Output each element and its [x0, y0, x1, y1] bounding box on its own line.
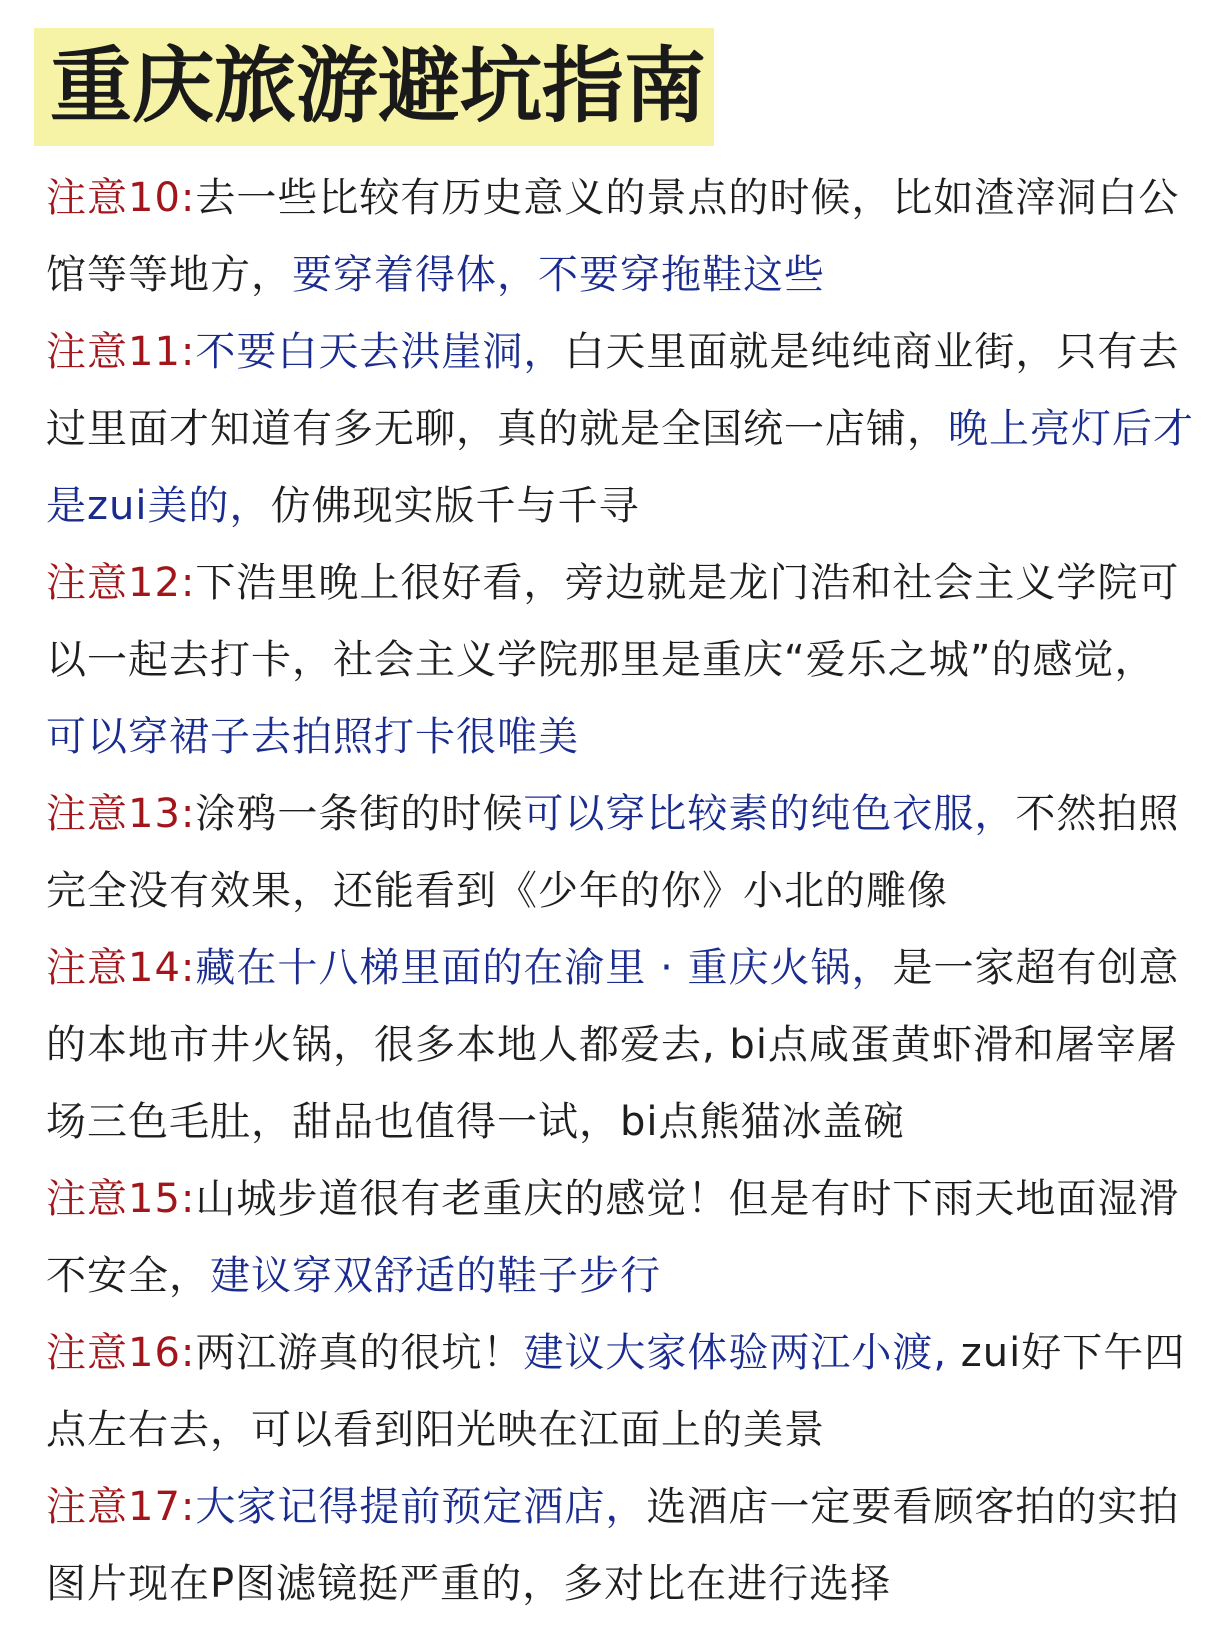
page-title: 重庆旅游避坑指南	[50, 39, 707, 134]
note-highlight: 晚上亮灯后才是zui美的，	[46, 406, 1194, 529]
note-17	[46, 1469, 1196, 1623]
note-label: 注意10:	[46, 175, 196, 221]
note-label: 注意15:	[46, 1176, 196, 1222]
note-10	[46, 160, 1196, 314]
note-13	[46, 776, 1196, 930]
note-text: 两江游真的很坑！	[195, 1330, 524, 1376]
note-label: 注意13:	[46, 791, 196, 837]
note-12	[46, 545, 1196, 776]
note-highlight: 不要白天去洪崖洞，	[195, 329, 565, 375]
note-text: zui好下午四点左右去，可以看到阳光映在江面上的美景	[46, 1330, 1186, 1453]
note-label: 注意11:	[46, 329, 196, 375]
notes-list	[46, 160, 1196, 1623]
note-15	[46, 1161, 1196, 1315]
note-highlight: 大家记得提前预定酒店，	[195, 1484, 647, 1530]
note-highlight: 要穿着得体，不要穿拖鞋这些	[292, 252, 825, 298]
note-text: 白天里面就是纯纯商业街，只有去过里面才知道有多无聊，真的就是全国统一店铺，	[46, 329, 1180, 452]
note-highlight: 可以穿裙子去拍照打卡很唯美	[46, 714, 579, 760]
note-text: 不然拍照完全没有效果，还能看到《少年的你》小北的雕像	[46, 791, 1180, 914]
note-14	[46, 930, 1196, 1161]
note-label: 注意16:	[46, 1330, 196, 1376]
note-highlight: 藏在十八梯里面的在渝里 · 重庆火锅，	[195, 945, 893, 991]
note-text: 去一些比较有历史意义的景点的时候，比如渣滓洞白公馆等等地方，	[46, 175, 1180, 298]
note-text: 涂鸦一条街的时候	[195, 791, 524, 837]
note-16	[46, 1315, 1196, 1469]
note-text: 选酒店一定要看顾客拍的实拍图片现在P图滤镜挺严重的，多对比在进行选择	[46, 1484, 1180, 1607]
note-label: 注意17:	[46, 1484, 196, 1530]
note-label: 注意12:	[46, 560, 196, 606]
title-banner	[34, 28, 714, 146]
note-highlight: 可以穿比较素的纯色衣服，	[523, 791, 1016, 837]
note-label: 注意14:	[46, 945, 196, 991]
note-text: 仿佛现实版千与千寻	[270, 483, 640, 529]
note-text: 山城步道很有老重庆的感觉！但是有时下雨天地面湿滑不安全，	[46, 1176, 1180, 1299]
note-highlight: 建议穿双舒适的鞋子步行	[210, 1253, 661, 1299]
note-highlight: 建议大家体验两江小渡,	[523, 1330, 948, 1376]
note-11	[46, 314, 1196, 545]
note-text: 是一家超有创意的本地市井火锅，很多本地人都爱去, bi点咸蛋黄虾滑和屠宰屠场三色毛肚，甜品也值得一试，bi点熊猫冰盖碗	[46, 945, 1180, 1145]
note-text: 下浩里晚上很好看，旁边就是龙门浩和社会主义学院可以一起去打卡，社会主义学院那里是重庆“爱乐之城”的感觉，	[46, 560, 1180, 683]
